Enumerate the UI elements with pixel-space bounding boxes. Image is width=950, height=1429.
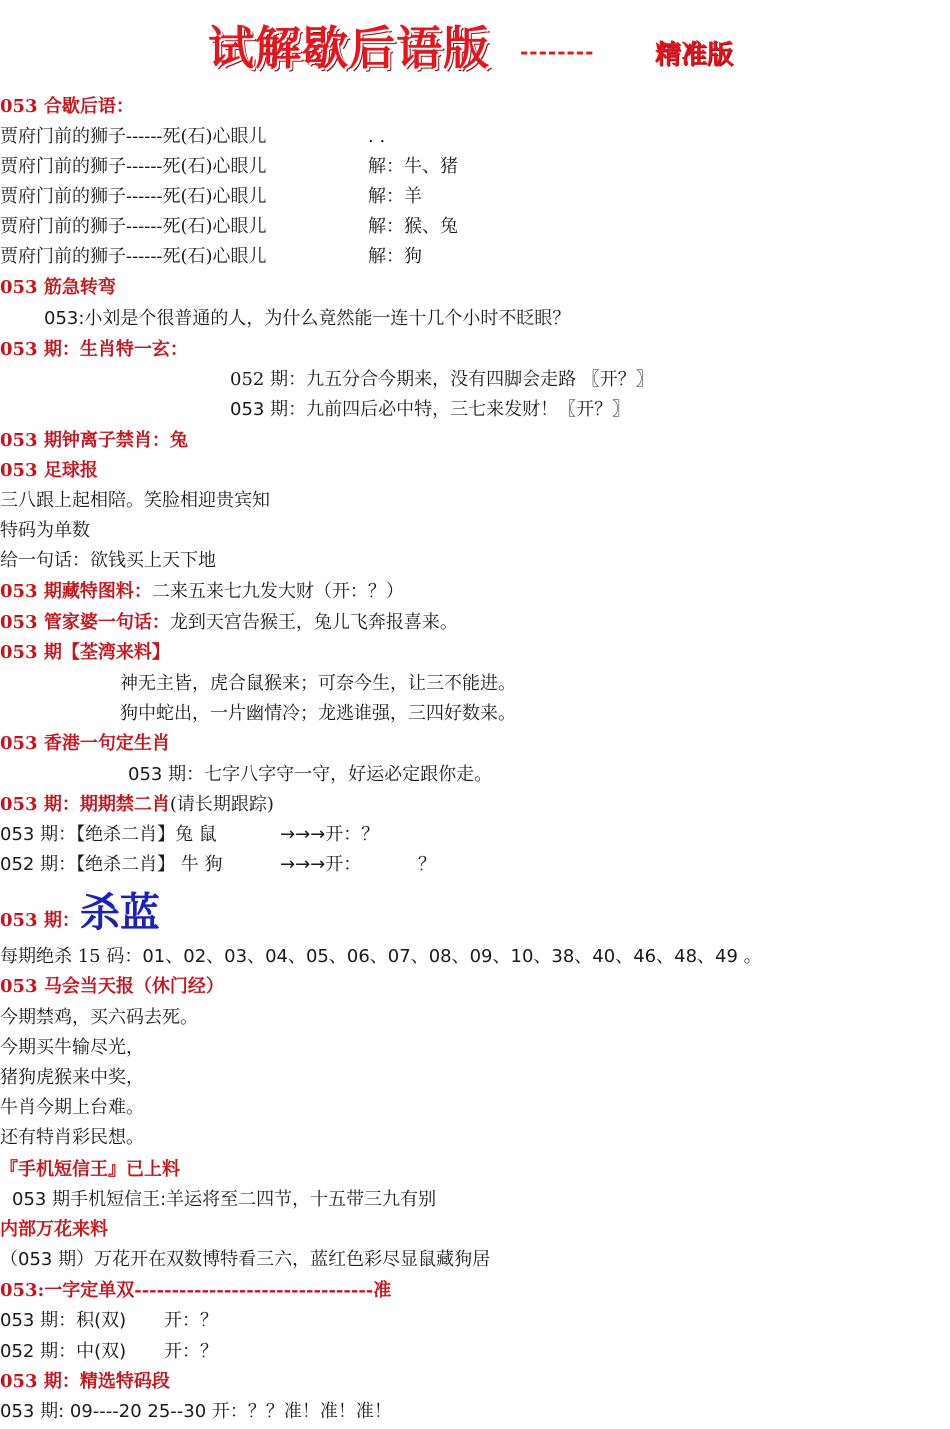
- text-line: 053 期: 09----20 25--30 开：？？准！准！准！: [0, 1401, 392, 1422]
- text-line: 猪狗虎猴来中奖，: [0, 1067, 144, 1088]
- section-heading: 053 期藏特图料：: [0, 581, 152, 602]
- riddle-text: 贾府门前的狮子------死(石)心眼儿: [0, 156, 267, 177]
- poem-line: 狗中蛇出，一片幽情冷；龙逃谁强，三四好数来。: [120, 703, 516, 724]
- section-heading: 053 合歇后语：: [0, 96, 134, 117]
- riddle-text: 贾府门前的狮子------死(石)心眼儿: [0, 126, 267, 147]
- kill-label: 052 期：【绝杀二肖】 牛 狗: [0, 854, 223, 875]
- odd-even-label: 052 期：中(双): [0, 1341, 127, 1362]
- section-heading: 053 期：精选特码段: [0, 1371, 170, 1392]
- section-line: [0, 888, 950, 938]
- riddle-line: [0, 122, 950, 152]
- odd-even-row: [0, 1337, 950, 1367]
- riddle-line: [0, 242, 950, 272]
- section-heading: 053 期：: [0, 910, 80, 931]
- section-heading: 053 期：期期禁二肖: [0, 794, 170, 815]
- kill-result: →→→开：: [280, 854, 362, 875]
- page-subtitle: 精准版: [655, 40, 734, 70]
- section-heading: 053 期：生肖特一玄：: [0, 339, 188, 360]
- zodiac-line: 052 期：九五分合今期来，没有四脚会走路 〖开？〗: [230, 369, 654, 390]
- riddle-answer: 解：狗: [368, 246, 422, 267]
- text-line: 给一句话：欲钱买上天下地: [0, 550, 216, 571]
- section-note: (请长期跟踪): [169, 794, 274, 815]
- odd-even-result: 开：？: [164, 1310, 218, 1331]
- kill-row: [0, 820, 950, 850]
- number-label: 每期绝杀 15 码：: [0, 946, 143, 967]
- text-line: 三八跟上起相陪。笑脸相迎贵宾知: [0, 490, 270, 511]
- text-line: 还有特肖彩民想。: [0, 1127, 144, 1148]
- section-heading: 053 筋急转弯: [0, 277, 116, 298]
- section-heading: 053 足球报: [0, 460, 98, 481]
- kill-result: →→→开：？: [280, 824, 380, 845]
- section-heading: 053 期【荃湾来料】: [0, 642, 170, 663]
- section-line: [0, 790, 950, 820]
- kill-result-mark: ？: [418, 854, 436, 875]
- odd-even-result: 开：？: [164, 1341, 218, 1362]
- text-line: 特码为单数: [0, 520, 90, 541]
- kill-color-label: 杀蓝: [79, 889, 160, 936]
- kill-label: 053 期：【绝杀二肖】兔 鼠: [0, 824, 217, 845]
- riddle-text: 贾府门前的狮子------死(石)心眼儿: [0, 186, 267, 207]
- riddle-answer: 解：牛、猪: [368, 156, 458, 177]
- section-heading: 053 香港一句定生肖: [0, 733, 170, 754]
- odd-even-label: 053 期：积(双): [0, 1310, 127, 1331]
- page-title: 试解歇后语版: [208, 21, 490, 75]
- section-heading: 053 管家婆一句话：: [0, 612, 170, 633]
- text-line: 053 期手机短信王:羊运将至二四节，十五带三九有别: [12, 1189, 437, 1210]
- riddle-line: [0, 212, 950, 242]
- riddle-text: 贾府门前的狮子------死(石)心眼儿: [0, 216, 267, 237]
- section-text: 二来五来七九发大财（开：？）: [151, 581, 404, 602]
- text-line: 今期买牛输尽光，: [0, 1037, 144, 1058]
- riddle-answer: 解：羊: [368, 186, 422, 207]
- kill-row: [0, 850, 950, 880]
- number-line: [0, 942, 950, 972]
- page-header: [0, 10, 950, 80]
- section-heading: 053 马会当天报（休门经）: [0, 976, 224, 997]
- title-dash: --------: [520, 40, 595, 64]
- section-heading: 『手机短信王』已上料: [0, 1159, 180, 1180]
- brain-teaser-line: 053:小刘是个很普通的人，为什么竟然能一连十几个小时不眨眼？: [44, 308, 571, 329]
- section-line: [0, 608, 950, 638]
- text-line: 牛肖今期上台难。: [0, 1097, 144, 1118]
- section-heading: 053:一字定单双--------------------------------准: [0, 1280, 392, 1301]
- number-list: 01、02、03、04、05、06、07、08、09、10、38、40、46、48、49 。: [142, 946, 762, 967]
- section-line: [0, 577, 950, 607]
- text-line: （053 期）万花开在双数博特看三六，蓝红色彩尽显鼠藏狗居: [0, 1249, 491, 1270]
- odd-even-row: [0, 1306, 950, 1336]
- riddle-line: [0, 152, 950, 182]
- section-heading: 053 期钟离子禁肖：兔: [0, 430, 188, 451]
- riddle-text: 贾府门前的狮子------死(石)心眼儿: [0, 246, 267, 267]
- zodiac-line: 053 期：九前四后必中特，三七来发财！〖开？〗: [230, 399, 631, 420]
- section-heading: 内部万花来料: [0, 1219, 108, 1240]
- riddle-answer: . .: [368, 126, 386, 147]
- riddle-answer: 解：猴、兔: [368, 216, 458, 237]
- text-line: 今期禁鸡，买六码去死。: [0, 1007, 198, 1028]
- text-line: 053 期：七字八字守一守，好运必定跟你走。: [128, 764, 493, 785]
- riddle-line: [0, 182, 950, 212]
- poem-line: 神无主皆，虎合鼠猴来；可奈今生，让三不能进。: [120, 673, 516, 694]
- section-text: 龙到天宫告猴王，兔儿飞奔报喜来。: [169, 612, 458, 633]
